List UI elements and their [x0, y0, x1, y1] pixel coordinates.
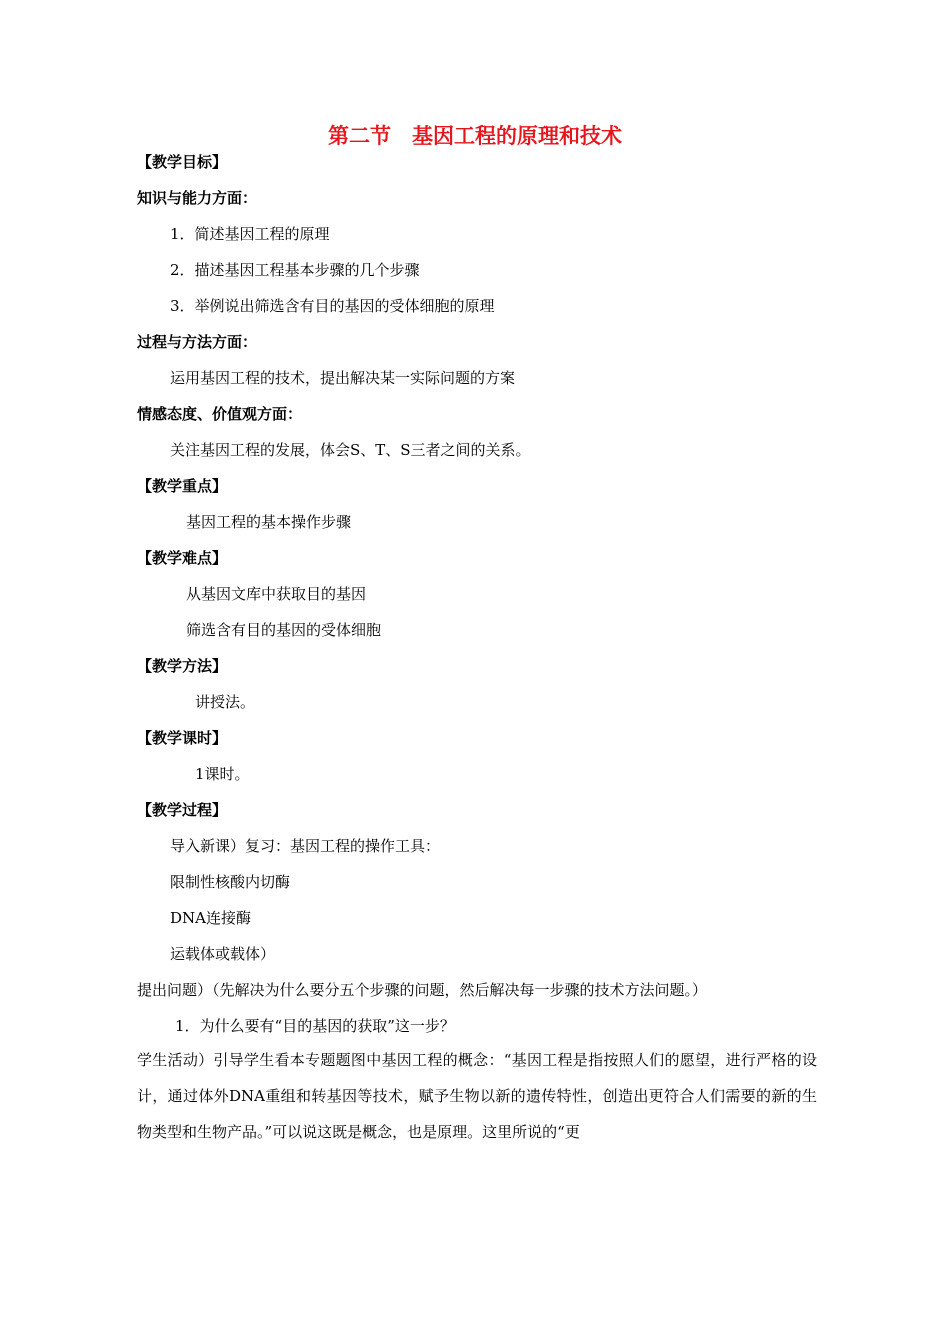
hours-text: 1课时。 — [195, 765, 250, 783]
knowledge-item-1: 1．简述基因工程的原理 — [170, 225, 330, 243]
difficulty-item-1: 从基因文库中获取目的基因 — [186, 585, 367, 603]
difficulty-heading: 【教学难点】 — [137, 549, 228, 567]
hours-heading: 【教学课时】 — [137, 729, 228, 747]
procedure-heading: 【教学过程】 — [137, 801, 228, 819]
key-heading: 【教学重点】 — [137, 477, 228, 495]
process-heading: 过程与方法方面： — [137, 333, 258, 351]
procedure-line-3: DNA连接酶 — [170, 909, 251, 927]
question-1: 1．为什么要有“目的基因的获取”这一步？ — [175, 1017, 455, 1035]
difficulty-item-2: 筛选含有目的基因的受体细胞 — [186, 621, 382, 639]
goals-heading: 【教学目标】 — [137, 153, 228, 171]
question-line: 提出问题）（先解决为什么要分五个步骤的问题，然后解决每一步骤的技术方法问题。） — [137, 981, 708, 999]
key-text: 基因工程的基本操作步骤 — [186, 513, 352, 531]
page-title: 第二节 基因工程的原理和技术 — [328, 124, 622, 148]
knowledge-heading: 知识与能力方面： — [137, 189, 258, 207]
method-text: 讲授法。 — [195, 693, 256, 711]
procedure-line-2: 限制性核酸内切酶 — [170, 873, 291, 891]
knowledge-item-2: 2．描述基因工程基本步骤的几个步骤 — [170, 261, 420, 279]
procedure-line-4: 运载体或载体） — [170, 945, 276, 963]
method-heading: 【教学方法】 — [137, 657, 228, 675]
emotion-heading: 情感态度、价值观方面： — [137, 405, 303, 423]
knowledge-item-3: 3．举例说出筛选含有目的基因的受体细胞的原理 — [170, 297, 495, 315]
emotion-text: 关注基因工程的发展，体会S、T、S三者之间的关系。 — [170, 441, 531, 459]
procedure-line-1: 导入新课）复习：基因工程的操作工具： — [170, 837, 441, 855]
student-activity-paragraph: 学生活动）引导学生看本专题题图中基因工程的概念：“基因工程是指按照人们的愿望，进行严格的设计，通过体外DNA重组和转基因等技术，赋予生物以新的遗传特性，创造出更符合人们需要的新的生物类型和生物产品。”可以说这既是概念，也是原理。这里所说的“更 — [137, 1051, 817, 1141]
process-text: 运用基因工程的技术，提出解决某一实际问题的方案 — [170, 369, 516, 387]
